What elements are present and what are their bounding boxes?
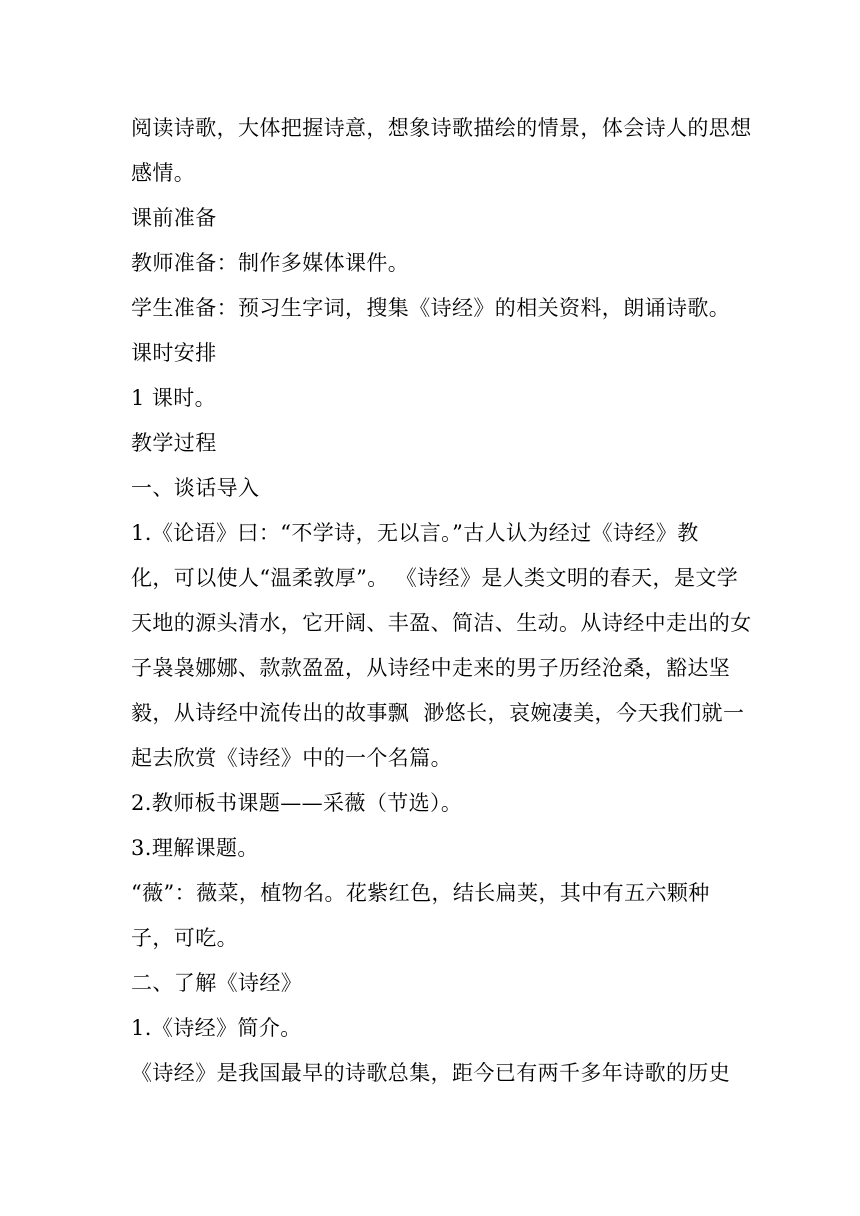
text-line: 起去欣赏《诗经》中的一个名篇。	[131, 746, 452, 770]
text-line: 教师准备：制作多媒体课件。	[131, 251, 410, 275]
text-line: 子，可吃。	[131, 926, 238, 950]
text-line: “薇”：薇菜，植物名。花紫红色，结长扁荚，其中有五六颗种	[131, 881, 710, 905]
text-line: 学生准备：预习生字词，搜集《诗经》的相关资料，朗诵诗歌。	[131, 296, 731, 320]
section-heading: 课前准备	[131, 206, 217, 230]
text-line: 化，可以使人“温柔敦厚”。 《诗经》是人类文明的春天，是文学	[131, 566, 739, 590]
section-heading: 教学过程	[131, 431, 217, 455]
text-line: 2.教师板书课题——采薇（节选）。	[131, 791, 463, 815]
text-line: 天地的源头清水，它开阔、丰盈、简洁、生动。从诗经中走出的女	[131, 611, 752, 635]
text-line: 1 课时。	[131, 386, 217, 410]
document-body	[131, 106, 752, 1096]
text-line: 感情。	[131, 161, 196, 185]
text-line: 阅读诗歌，大体把握诗意，想象诗歌描绘的情景，体会诗人的思想	[131, 116, 752, 140]
text-line: 毅，从诗经中流传出的故事飘 渺悠长，哀婉凄美，今天我们就一	[131, 701, 745, 725]
subsection-heading: 一、谈话导入	[131, 476, 260, 500]
subsection-heading: 二、了解《诗经》	[131, 971, 303, 995]
text-line: 《诗经》是我国最早的诗歌总集，距今已有两千多年诗歌的历史	[131, 1061, 731, 1085]
text-line: 1.《诗经》简介。	[131, 1016, 302, 1040]
text-line: 1.《论语》曰：“不学诗，无以言。”古人认为经过《诗经》教	[131, 521, 699, 545]
section-heading: 课时安排	[131, 341, 217, 365]
text-line: 子袅袅娜娜、款款盈盈，从诗经中走来的男子历经沧桑，豁达坚	[131, 656, 731, 680]
text-line: 3.理解课题。	[131, 836, 259, 860]
